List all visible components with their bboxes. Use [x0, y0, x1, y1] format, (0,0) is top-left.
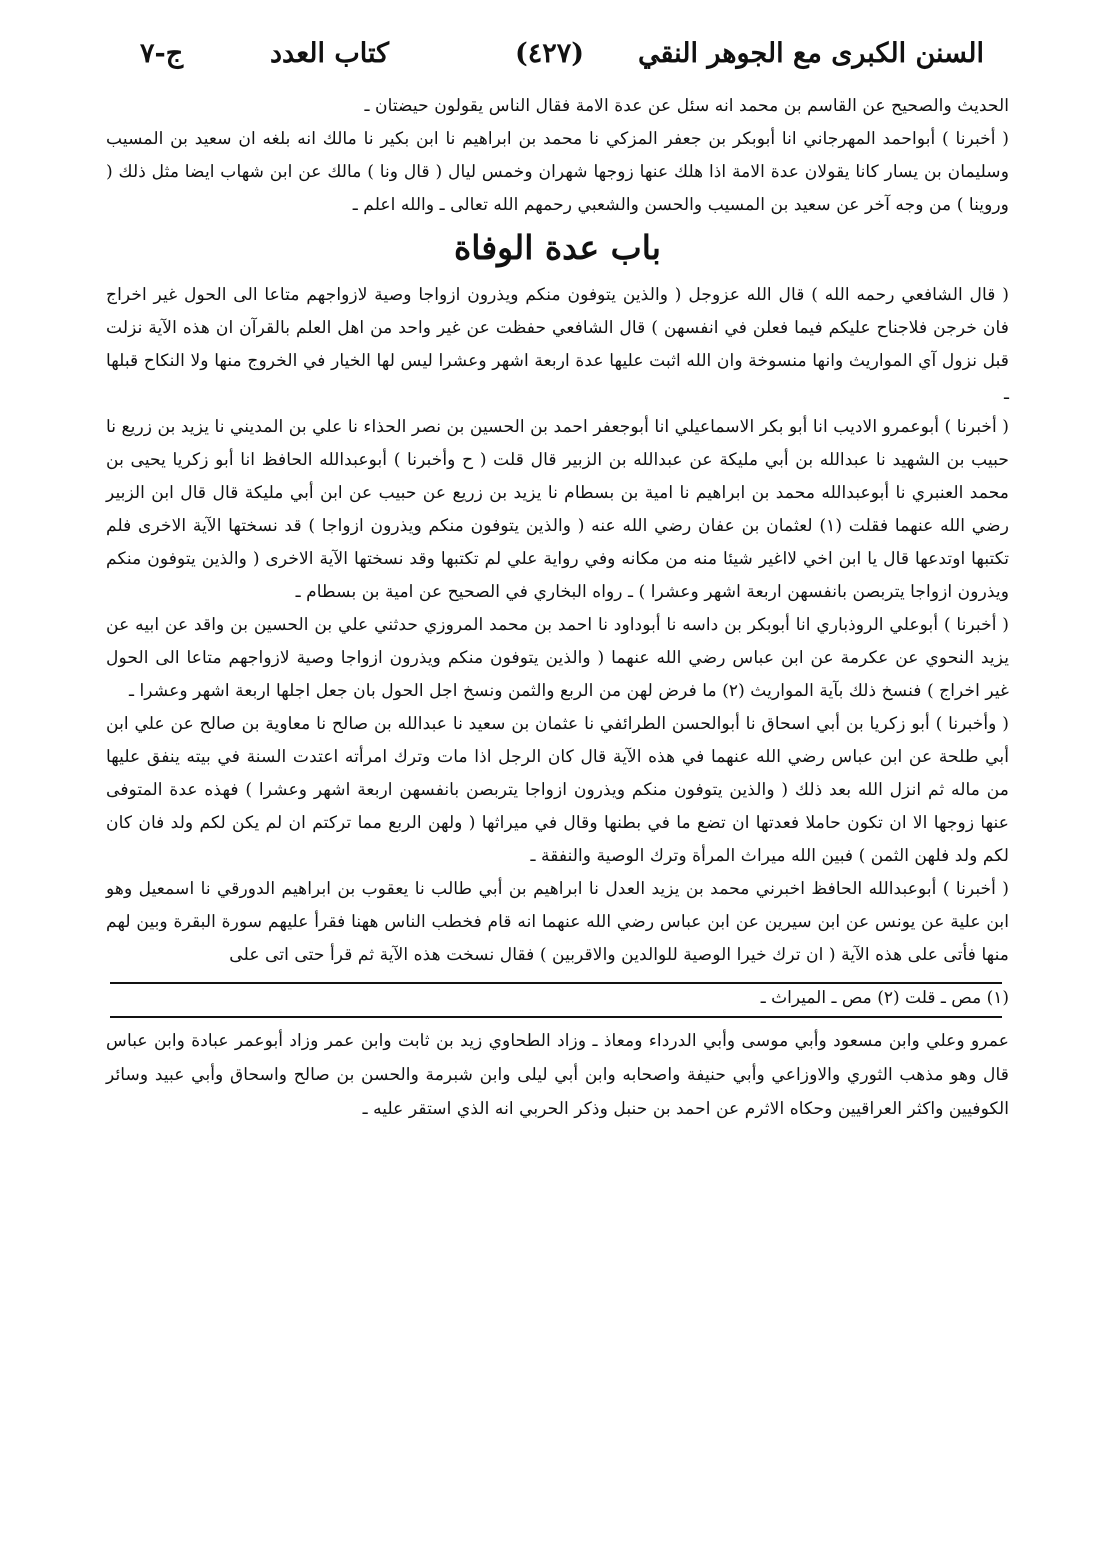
paragraph: عمرو وعلي وابن مسعود وأبي موسى وأبي الدرداء ومعاذ ـ وزاد الطحاوي زيد بن ثابت وابن عمر وزاد أبوعمر عبادة وابن عباس قال وهو مذهب الثوري والاوزاعي وأبي حنيفة واصحابه وابن أبي ليلى وابن شبرمة والحسن بن صالح واسحاق وأبي عبيد وسائر الكوفيين واكثر العراقيين وحكاه الاثرم عن احمد بن حنبل وذكر الحربي انه الذي استقر عليه ـ: [106, 1031, 1009, 1119]
paragraph: الحديث والصحيح عن القاسم بن محمد انه سئل عن عدة الامة فقال الناس يقولون حيضتان ـ: [364, 96, 1009, 116]
paragraph: ( وأخبرنا ) أبو زكريا بن أبي اسحاق نا أبوالحسن الطرائفي نا عثمان بن سعيد نا عبدالله بن صالح نا معاوية بن صالح عن علي ابن أبي طلحة عن ابن عباس رضي الله عنهما في هذه الآية قال كان الرجل اذا مات وترك امرأته اعتدت السنة في بيته ينفق عليها من ماله ثم انزل الله بعد ذلك ( والذين يتوفون منكم ويذرون ازواجا يتربصن بانفسهن اربعة اشهر وعشرا ) فهذه عدة المتوفى عنها زوجها الا ان تكون حاملا فعدتها ان تضع ما في بطنها وقال في ميراثها ( ولهن الربع مما تركتم ان لم يكن لكم ولد فان كان لكم ولد فلهن الثمن ) فبين الله ميراث المرأة وترك الوصية والنفقة ـ: [106, 714, 1009, 866]
commentary-text: [106, 1024, 1009, 1126]
page-number: (٤٢٧): [515, 38, 585, 69]
footnote: (١) مص ـ قلت (٢) مص ـ الميراث ـ: [760, 988, 1009, 1008]
paragraph: ( أخبرنا ) أبوعلي الروذباري انا أبوبكر بن داسه نا أبوداود نا احمد بن محمد المروزي حدثني علي بن الحسين بن واقد عن ابيه عن يزيد النحوي عن عكرمة عن ابن عباس رضي الله عنهما ( والذين يتوفون منكم ويذرون ازواجا وصية لازواجهم متاعا الى الحول غير اخراج ) فنسخ ذلك بآية المواريث (٢) ما فرض لهن من الربع والثمن ونسخ اجل الحول بان جعل اجلها اربعة اشهر وعشرا ـ: [106, 615, 1009, 701]
book-title: السنن الكبرى مع الجوهر النقي: [637, 38, 984, 69]
main-text: [106, 279, 1009, 972]
volume-number: ج-٧: [140, 38, 184, 69]
page-header: [140, 22, 984, 82]
intro-text: [106, 90, 1009, 222]
paragraph: ( أخبرنا ) أبوعمرو الاديب انا أبو بكر الاسماعيلي انا أبوجعفر احمد بن الحسين بن نصر الحذاء نا علي بن المديني نا يزيد بن زريع نا حبيب بن الشهيد نا عبدالله بن أبي مليكة عن عبدالله بن الزبير قال قلت ( ح وأخبرنا ) أبوعبدالله الحافظ انا أبو زكريا يحيى بن محمد العنبري نا أبوعبدالله محمد بن ابراهيم نا امية بن بسطام نا يزيد بن زريع عن حبيب عن ابن أبي مليكة قال قال ابن الزبير رضي الله عنهما فقلت (١) لعثمان بن عفان رضي الله عنه ( والذين يتوفون منكم ويذرون ازواجا ) قد نسختها الآية الاخرى فلم تكتبها اوتدعها قال يا ابن اخي لااغير شيئا منه من مكانه وفي رواية علي لم تكتبها وقد نسختها الآية الاخرى ( والذين يتوفون منكم ويذرون ازواجا يتربصن بانفسهن اربعة اشهر وعشرا ) ـ رواه البخاري في الصحيح عن امية بن بسطام ـ: [106, 417, 1009, 602]
paragraph: ( أخبرنا ) أبواحمد المهرجاني انا أبوبكر بن جعفر المزكي نا محمد بن ابراهيم نا ابن بكير نا مالك انه بلغه ان سعيد بن المسيب وسليمان بن يسار كانا يقولان عدة الامة اذا هلك عنها زوجها شهران وخمس ليال ( قال ونا ) مالك عن ابن شهاب ايضا مثل ذلك ( وروينا ) من وجه آخر عن سعيد بن المسيب والحسن والشعبي رحمهم الله تعالى ـ والله اعلم ـ: [106, 129, 1009, 215]
footnote-divider: [110, 982, 1002, 984]
section-title: كتاب العدد: [270, 38, 389, 69]
paragraph: ( أخبرنا ) أبوعبدالله الحافظ اخبرني محمد بن يزيد العدل نا ابراهيم بن أبي طالب نا يعقوب بن ابراهيم الدورقي نا اسمعيل وهو ابن علية عن يونس عن ابن سيرين عن ابن عباس رضي الله عنهما انه قام فخطب الناس ههنا فقرأ عليهم سورة البقرة وبين لهم منها فأتى على هذه الآية ( ان ترك خيرا الوصية للوالدين والاقربين ) فقال نسخت هذه الآية ثم قرأ حتى اتى على: [106, 879, 1009, 965]
chapter-title: باب عدة الوفاة: [454, 228, 661, 267]
paragraph: ( قال الشافعي رحمه الله ) قال الله عزوجل ( والذين يتوفون منكم ويذرون ازواجا وصية لازواجهم متاعا الى الحول غير اخراج فان خرجن فلاجناح عليكم فيما فعلن في انفسهن ) قال الشافعي حفظت عن غير واحد من اهل العلم بالقرآن ان هذه الآية نزلت قبل نزول آي المواريث وانها منسوخة وان الله اثبت عليها عدة اربعة اشهر وعشرا ليس لها الخيار في الخروج منها ولا النكاح قبلها ـ: [106, 285, 1009, 404]
commentary-divider: [110, 1016, 1002, 1018]
